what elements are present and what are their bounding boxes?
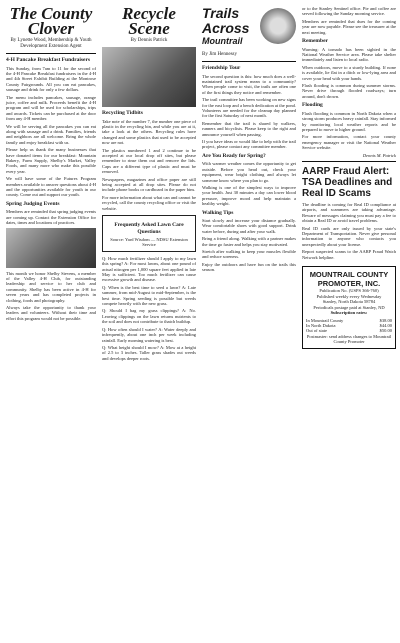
paragraph: Stretch after walking to keep your muscles flexible and reduce soreness.	[202, 249, 296, 260]
trails-header	[202, 6, 296, 50]
paragraph: Q: How much fertilizer should I apply to my lawn this spring? A: For most lawns, about one pound of actual nitrogen per 1,000 square feet applied in late May is sufficient. Too much fertilizer can cause excessive growth and disease.	[102, 255, 196, 283]
subhead-walking: Walking Tips	[202, 209, 234, 216]
paragraph: Q: When is the best time to seed a lawn? A: Late summer, from mid-August to mid-September, is the best time. Spring seeding is possible but weeds compete heavily with the new grass.	[102, 284, 196, 307]
masthead-line: Published weekly every Wednesday	[316, 293, 382, 299]
divider	[6, 53, 96, 54]
paragraph: If you have ideas or would like to help with the trail project, please contact any committee member.	[202, 138, 296, 150]
trails-logo-icon	[260, 8, 296, 44]
paragraph: Enjoy the outdoors and have fun on the trails this season.	[202, 261, 296, 273]
member-photo	[6, 228, 96, 268]
paragraph: Remember that the trail is shared by walkers, runners and bicyclists. Please keep to the right and announce yourself when passing.	[202, 120, 296, 137]
paragraph: The deadline is coming for Real ID compliance at airports, and scammers are taking advantage. Beware of messages claiming you must pay a fee to obtain a Real ID or avoid travel problems.	[302, 201, 396, 224]
subscription-table	[306, 318, 392, 334]
paragraph: Q: How often should I water? A: Water deeply and infrequently, about one inch per week including rainfall. Early morning watering is best.	[102, 326, 196, 343]
column-right	[302, 0, 396, 349]
recycle-scene-title: Recycle Scene	[122, 4, 176, 38]
trails-title: Trails Across Mountrail	[202, 5, 250, 46]
paragraph: Bring a friend along. Walking with a partner makes the time go faster and helps you stay motivated.	[202, 236, 296, 247]
subhead-spring: Are You Ready for Spring?	[202, 152, 266, 159]
paragraph: Warning: A tornado has been sighted in the National Weather Service area. Please take shelter immediately and listen to local radio.	[302, 46, 396, 63]
lawn-source: Source: Yard Wisdom — NDSU Extension Service	[110, 237, 188, 248]
recycle-byline: By Dennis Patrick	[130, 38, 168, 43]
subhead-flooding: Flooding	[302, 102, 323, 109]
subhead-friendship: Friendship Tour	[202, 65, 241, 71]
trails-byline: By Jim Hennessy	[202, 52, 237, 57]
column-trails	[202, 0, 296, 275]
paragraph: With warmer weather comes the opportunity to get outside. Before you head out, check your equipment, wear bright clothing and always let someone know where you plan to go.	[202, 161, 296, 183]
paragraph: Real ID cards are only issued by your state's Department of Transportation. Never give personal information to anyone who contacts you unexpectedly about your license.	[302, 225, 396, 247]
masthead-line: Stanley, North Dakota 58784	[322, 299, 376, 304]
paragraph: The plastics numbered 1 and 2 continue to be accepted at our local drop off sites, but please remember to rinse them out and remove the lids. Caps are a different type of plastic and must be removed.	[102, 147, 196, 175]
table-row: Out of state $50.00	[306, 328, 392, 334]
paragraph: Members are reminded that dues for the coming year are now payable. Please see the treasurer at the next meeting.	[302, 18, 396, 35]
subhead-judging: Spring Judging Events	[6, 200, 60, 207]
paragraph: We will be serving all the pancakes you can eat along with sausage and a drink. Families, friends and neighbors are all welcome. Bring the whole family and enjoy breakfast with us.	[6, 123, 96, 145]
subhead-pancake: 4-H Pancake Breakfast Fundraisers	[6, 57, 91, 63]
masthead-line: Publication No. (USPS 366-760)	[319, 288, 379, 293]
paragraph: Q: Should I bag my grass clippings? A: No. Leaving clippings on the lawn returns nutrients to the soil and does not contribute to thatch buildup.	[102, 308, 196, 325]
divider	[202, 61, 296, 62]
signature: Dennis M. Patrick	[362, 152, 396, 158]
masthead-line: Periodicals postage paid at Stanley, ND	[313, 304, 385, 310]
paragraph: For more information about what can and cannot be recycled, call the county recycling office or visit the website.	[102, 194, 196, 211]
paragraph: The trail committee has been working on new signs for the east loop and a bench dedication at the pond. Volunteers are needed for the cleanup day planned for the first Saturday of next month.	[202, 97, 296, 119]
paragraph: or to the Stanley Sentinel office. Pie and coffee are served following the Sunday morning service.	[302, 6, 396, 17]
paragraph: Flash flooding is common in North Dakota when a strong storm produces heavy rainfall. Stay informed by monitoring local weather reports and be prepared to move to higher ground.	[302, 110, 396, 132]
paragraph: Please help us thank the many businesses that have donated items for our breakfast: Mountain Bakery, Farm Supply, Shelby's Market, Valley Foods, and many more who make this possible every year.	[6, 147, 96, 174]
paragraph: Report suspected scams to the AARP Fraud Watch Network helpline.	[302, 249, 396, 260]
county-clover-title: The County Clover	[9, 4, 93, 38]
county-clover-byline: By Lynette Wood, Membership & Youth Development Extension Agent	[10, 38, 92, 49]
subhead-recycling: Recycling Tidbits	[102, 110, 143, 116]
aarp-headline: AARP Fraud Alert: TSA Deadlines and Real ID Scams	[302, 165, 393, 199]
paragraph: This Sunday, from 7am to 11 for the second of the 4-H Pancake Breakfast fundraisers in the 4-H and 4th Street Exhibit Building at the Montrose County Fairgrounds. All you can eat pancakes, sausage and drink for only a few dollars.	[6, 65, 96, 93]
paragraph: Members are reminded that spring judging events are coming up. Contact the Extension Office for dates, times and locations of practices.	[6, 209, 96, 226]
recycle-photo	[102, 47, 196, 107]
paragraph: Always take the opportunity to thank your leaders and volunteers. Without their time and effort this program would not be possible.	[6, 305, 96, 321]
paragraph: The menu includes pancakes, sausage, orange juice, coffee and milk. Proceeds benefit the 4-H program and will be used for scholarships, trips and awards. Tickets can be purchased at the door from any 4-H member.	[6, 94, 96, 122]
column-county-clover	[6, 0, 96, 323]
lawn-faq-box	[102, 215, 196, 252]
paragraph: Start slowly and increase your distance gradually. Wear comfortable shoes with good support. Drink water before, during and after your walk.	[202, 218, 296, 234]
masthead-line: Subscription rates:	[330, 310, 368, 315]
column-recycle-scene	[102, 0, 196, 363]
divider	[302, 161, 396, 162]
table-row: In Mountrail County $38.00	[306, 317, 392, 323]
subhead-lawn: Frequently Asked Lawn Care Questions	[114, 222, 184, 235]
paragraph: Take note of the number 7, the number one piece of plastic in the recycling bin, and while you are at it, take a look at the others. Recycling rules have changed and some plastics that used to be accepted now are not.	[102, 118, 196, 146]
subhead-remember: Remember	[302, 38, 328, 45]
masthead-box	[302, 266, 396, 349]
paragraph: We will have some of the Futures Program members available to answer questions about 4-H and the opportunities available for youth in our county. Come out and support our youth.	[6, 176, 96, 198]
table-row: In North Dakota $44.00	[306, 322, 392, 328]
paragraph: Q: What height should I mow? A: Mow at a height of 2.5 to 3 inches. Taller grass shades out weeds and develops deeper roots.	[102, 344, 196, 361]
paragraph: The second question is this: how much does a well-maintained trail system mean to a community? When people come to visit, the trails are often one of the first things they notice and remember.	[202, 73, 296, 95]
paragraph: Newspapers, magazines and office paper are still being accepted at all drop sites. Please do not include phone books or cardboard in the paper bins.	[102, 176, 196, 193]
paragraph: Flash flooding is common during summer storms. Never drive through flooded roadways; turn around, don't drown.	[302, 82, 396, 99]
paragraph: For more information, contact your county emergency manager or visit the National Weather Service website.	[302, 134, 396, 151]
paragraph: Walking is one of the simplest ways to improve your health. Just 30 minutes a day can lower blood pressure, improve mood and help maintain a healthy weight.	[202, 184, 296, 207]
paragraph: This month we honor Shelby Stevens, a member of the Valley 4-H Club, for outstanding leadership and service to her club and community. Shelby has been active in 4-H for seven years and has completed projects in clothing, foods and photography.	[6, 270, 96, 303]
masthead-name: MOUNTRAIL COUNTY PROMOTER, INC.	[309, 270, 389, 288]
masthead-line: Postmaster: send address changes to Mountrail County Promoter	[306, 333, 392, 345]
paragraph: When outdoors, move to a sturdy building. If none is available, lie flat in a ditch or low-lying area and cover your head with your hands.	[302, 64, 396, 81]
